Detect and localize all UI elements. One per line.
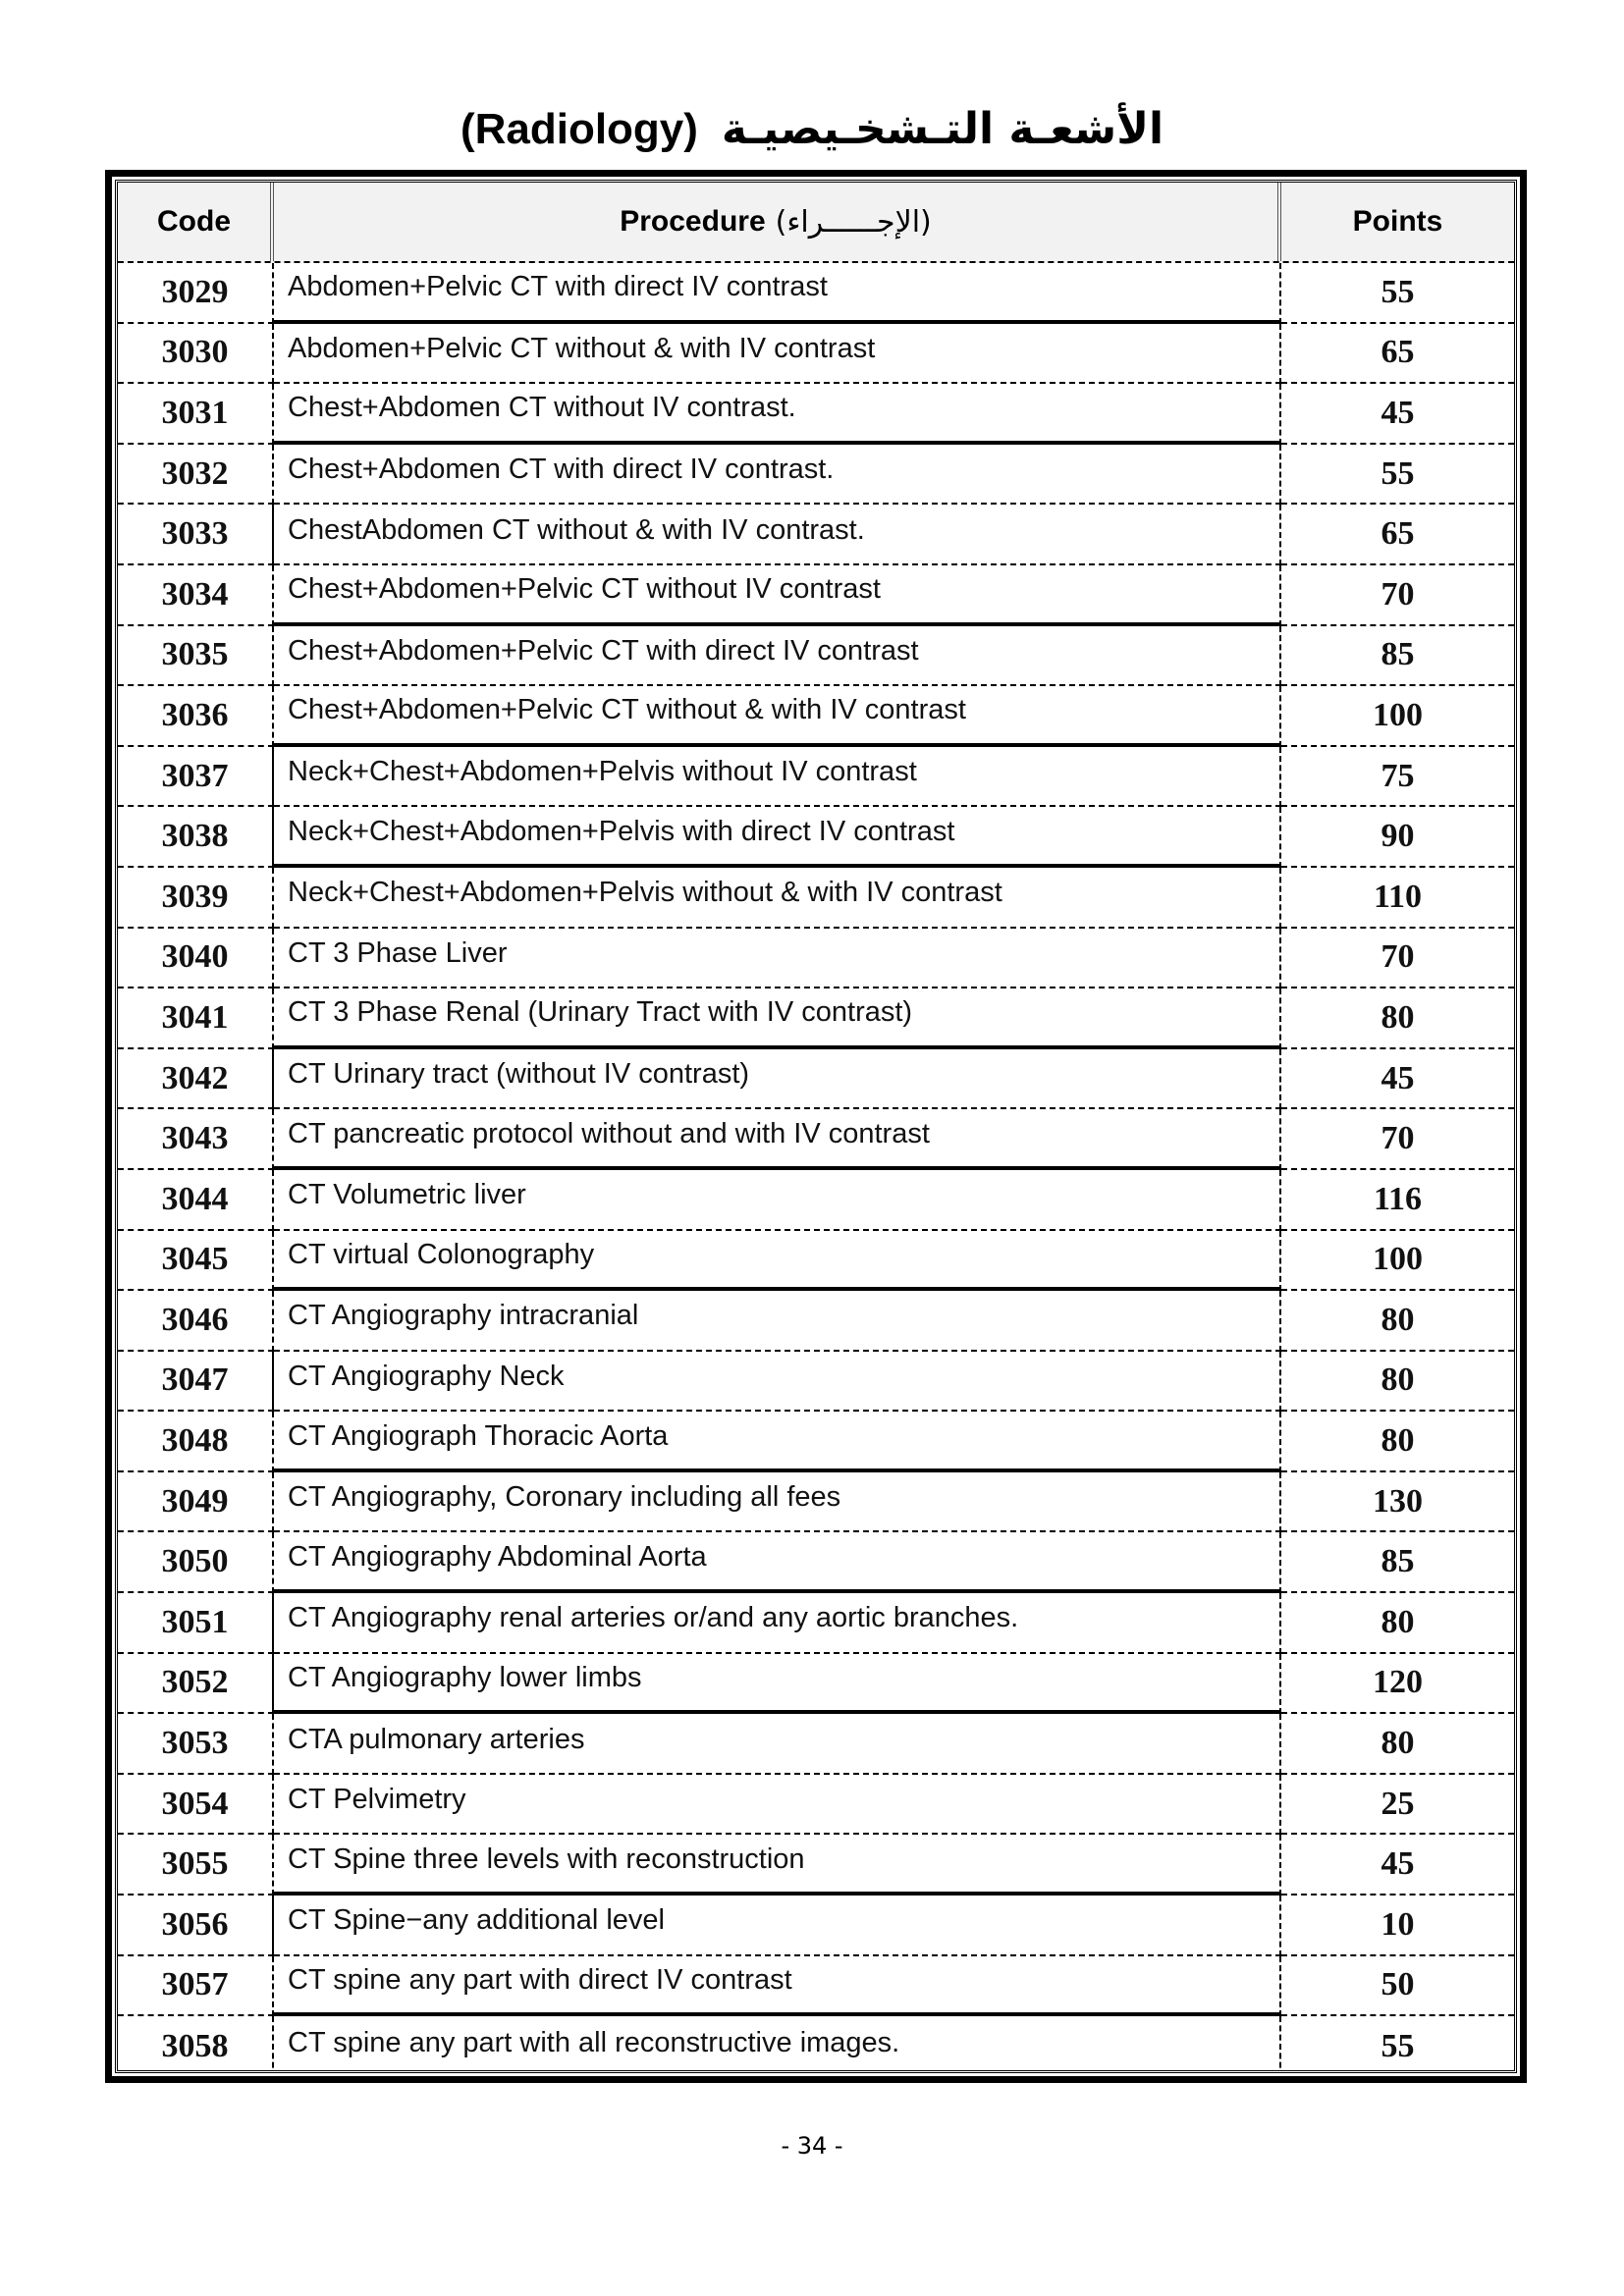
table-row [118,807,1514,868]
procedure-code: 3042 [118,1049,274,1110]
table-row [118,1170,1514,1231]
procedure-name: CT 3 Phase Liver [274,929,1281,989]
procedure-points: 50 [1281,1956,1514,2017]
procedure-name: CT Angiography, Coronary including all fees [274,1472,1281,1533]
procedure-points: 55 [1281,263,1514,324]
procedure-name: CT Angiography intracranial [274,1291,1281,1352]
procedure-code: 3037 [118,747,274,808]
table-row [118,324,1514,385]
table-row [118,686,1514,747]
header-procedure-label: Procedure [620,205,766,238]
table-row [118,1775,1514,1836]
procedure-code: 3051 [118,1593,274,1654]
procedure-code: 3045 [118,1231,274,1292]
procedure-name: Neck+Chest+Abdomen+Pelvis with direct IV contrast [274,807,1281,868]
procedure-name: CT virtual Colonography [274,1231,1281,1292]
procedure-points: 130 [1281,1472,1514,1533]
procedure-name: Abdomen+Pelvic CT with direct IV contrast [274,263,1281,324]
table-row [118,747,1514,808]
procedure-points: 90 [1281,807,1514,868]
table-frame [105,170,1527,2083]
procedure-name: Chest+Abdomen CT without IV contrast. [274,384,1281,445]
procedure-code: 3052 [118,1654,274,1715]
table-row [118,1049,1514,1110]
procedure-name: Chest+Abdomen+Pelvic CT without IV contrast [274,565,1281,626]
table-header [118,183,1514,263]
procedure-name: CT Angiograph Thoracic Aorta [274,1412,1281,1472]
procedure-points: 45 [1281,1049,1514,1110]
procedure-name: Neck+Chest+Abdomen+Pelvis without IV contrast [274,747,1281,808]
table-row [118,1654,1514,1715]
procedure-name: Chest+Abdomen+Pelvic CT with direct IV contrast [274,626,1281,687]
table-row [118,868,1514,929]
table-row [118,1109,1514,1170]
procedure-code: 3050 [118,1532,274,1593]
procedure-code: 3047 [118,1352,274,1413]
procedure-points: 25 [1281,1775,1514,1836]
table-row [118,1896,1514,1956]
page-number: - 34 - [781,2132,843,2160]
table-row [118,384,1514,445]
procedure-points: 116 [1281,1170,1514,1231]
title-english: (Radiology) [460,105,698,153]
procedure-code: 3044 [118,1170,274,1231]
procedure-points: 65 [1281,324,1514,385]
procedure-points: 80 [1281,1352,1514,1413]
procedure-code: 3030 [118,324,274,385]
procedure-code: 3038 [118,807,274,868]
procedure-points: 45 [1281,1835,1514,1896]
procedure-code: 3056 [118,1896,274,1956]
procedure-points: 85 [1281,1532,1514,1593]
header-code: Code [118,183,274,261]
table-row [118,626,1514,687]
procedure-code: 3048 [118,1412,274,1472]
procedure-code: 3039 [118,868,274,929]
procedure-name: Chest+Abdomen+Pelvic CT without & with IV contrast [274,686,1281,747]
procedure-points: 70 [1281,565,1514,626]
header-procedure [274,183,1281,261]
table-row [118,929,1514,989]
title-arabic: الأشعـة التـشخـيصيـة [721,104,1164,154]
procedure-code: 3043 [118,1109,274,1170]
procedure-code: 3034 [118,565,274,626]
procedure-code: 3046 [118,1291,274,1352]
procedure-code: 3057 [118,1956,274,2017]
procedure-points: 45 [1281,384,1514,445]
procedure-points: 70 [1281,929,1514,989]
table-row [118,1593,1514,1654]
procedure-points: 75 [1281,747,1514,808]
procedure-points: 80 [1281,1412,1514,1472]
procedure-code: 3032 [118,445,274,506]
procedure-name: CT Angiography lower limbs [274,1654,1281,1715]
table-row [118,1412,1514,1472]
table-row [118,1472,1514,1533]
procedure-code: 3040 [118,929,274,989]
table-body [118,263,1514,2073]
table-row [118,1532,1514,1593]
table-row [118,1352,1514,1413]
procedure-code: 3055 [118,1835,274,1896]
procedure-points: 65 [1281,505,1514,565]
procedure-points: 80 [1281,988,1514,1049]
table-row [118,1956,1514,2017]
table-row [118,2016,1514,2073]
procedure-name: CT Spine three levels with reconstruction [274,1835,1281,1896]
procedure-code: 3033 [118,505,274,565]
procedure-name: CT spine any part with direct IV contrast [274,1956,1281,2017]
procedure-name: CT Volumetric liver [274,1170,1281,1231]
procedure-code: 3053 [118,1714,274,1775]
procedures-table [115,180,1517,2073]
table-row [118,445,1514,506]
procedure-points: 85 [1281,626,1514,687]
procedure-name: CTA pulmonary arteries [274,1714,1281,1775]
header-points: Points [1352,205,1443,238]
table-row [118,565,1514,626]
header-procedure-arabic: (الإجــــــراء) [775,204,932,240]
procedure-code: 3041 [118,988,274,1049]
procedure-name: CT spine any part with all reconstructive images. [274,2016,1281,2073]
table-row [118,1231,1514,1292]
table-row [118,988,1514,1049]
procedure-name: CT 3 Phase Renal (Urinary Tract with IV contrast) [274,988,1281,1049]
procedure-name: ChestAbdomen CT without & with IV contrast. [274,505,1281,565]
procedure-code: 3058 [118,2016,274,2073]
procedure-name: Neck+Chest+Abdomen+Pelvis without & with IV contrast [274,868,1281,929]
procedure-points: 10 [1281,1896,1514,1956]
procedure-points: 55 [1380,2028,1415,2065]
procedure-points: 100 [1281,1231,1514,1292]
procedure-code: 3054 [118,1775,274,1836]
table-row [118,505,1514,565]
procedure-points: 80 [1281,1714,1514,1775]
procedure-name: CT Angiography Abdominal Aorta [274,1532,1281,1593]
procedure-name: CT Angiography renal arteries or/and any aortic branches. [274,1593,1281,1654]
procedure-points: 100 [1281,686,1514,747]
table-row [118,1835,1514,1896]
page-title [0,100,1624,159]
procedure-points: 120 [1281,1654,1514,1715]
procedure-points: 80 [1281,1291,1514,1352]
procedure-code: 3031 [118,384,274,445]
table-row [118,263,1514,324]
table-row [118,1714,1514,1775]
procedure-code: 3029 [118,263,274,324]
procedure-points: 55 [1281,445,1514,506]
procedure-name: CT Spine−any additional level [274,1896,1281,1956]
procedure-name: CT pancreatic protocol without and with IV contrast [274,1109,1281,1170]
procedure-name: CT Pelvimetry [274,1775,1281,1836]
procedure-points: 110 [1281,868,1514,929]
procedure-code: 3036 [118,686,274,747]
procedure-name: Abdomen+Pelvic CT without & with IV contrast [274,324,1281,385]
procedure-code: 3049 [118,1472,274,1533]
procedure-name: Chest+Abdomen CT with direct IV contrast. [274,445,1281,506]
procedure-points: 70 [1281,1109,1514,1170]
procedure-name: CT Angiography Neck [274,1352,1281,1413]
table-row [118,1291,1514,1352]
procedure-name: CT Urinary tract (without IV contrast) [274,1049,1281,1110]
procedure-code: 3035 [118,626,274,687]
procedure-points: 80 [1281,1593,1514,1654]
